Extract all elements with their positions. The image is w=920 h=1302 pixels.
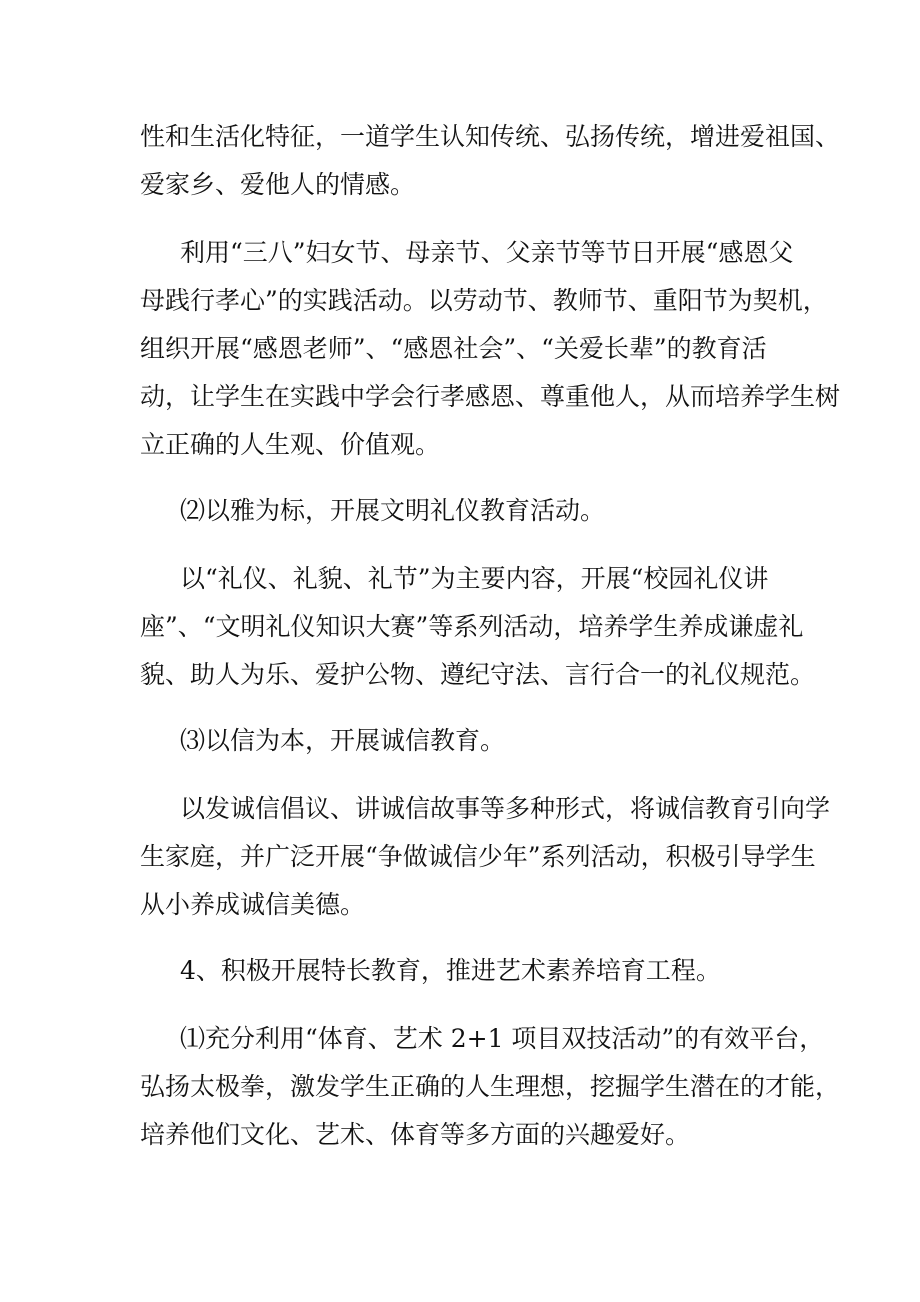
paragraph-line: 动，让学生在实践中学会行孝感恩、尊重他人，从而培养学生树 xyxy=(140,382,841,411)
paragraph-line: 性和生活化特征，一道学生认知传统、弘扬传统，增进爱祖国、 xyxy=(140,122,841,151)
section-heading: ⑵以雅为标，开展文明礼仪教育活动。 xyxy=(180,496,606,525)
paragraph-line: 立正确的人生观、价值观。 xyxy=(140,430,441,459)
paragraph-line: 母践行孝心”的实践活动。以劳动节、教师节、重阳节为契机， xyxy=(140,286,828,315)
paragraph-line: 以“礼仪、礼貌、礼节”为主要内容，开展“校园礼仪讲 xyxy=(180,564,769,593)
paragraph-line: 弘扬太极拳，激发学生正确的人生理想，挖掘学生潜在的才能， xyxy=(140,1072,841,1101)
paragraph-line: 生家庭，并广泛开展“争做诚信少年”系列活动，积极引导学生 xyxy=(140,842,816,871)
paragraph-line: 貌、助人为乐、爱护公物、遵纪守法、言行合一的礼仪规范。 xyxy=(140,660,816,689)
paragraph-line: ⑴充分利用“体育、艺术 2+1 项目双技活动”的有效平台， xyxy=(180,1024,825,1053)
paragraph-line: 培养他们文化、艺术、体育等多方面的兴趣爱好。 xyxy=(140,1120,691,1149)
paragraph-line: 从小养成诚信美德。 xyxy=(140,890,366,919)
paragraph-line: 座”、“文明礼仪知识大赛”等系列活动，培养学生养成谦虚礼 xyxy=(140,612,804,641)
section-heading: 4、积极开展特长教育，推进艺术素养培育工程。 xyxy=(180,956,721,985)
section-heading: ⑶以信为本，开展诚信教育。 xyxy=(180,726,506,755)
paragraph-line: 利用“三八”妇女节、母亲节、父亲节等节日开展“感恩父 xyxy=(180,238,794,267)
paragraph-line: 爱家乡、爱他人的情感。 xyxy=(140,170,416,199)
paragraph-line: 组织开展“感恩老师”、“感恩社会”、“关爱长辈”的教育活 xyxy=(140,334,767,363)
paragraph-line: 以发诚信倡议、讲诚信故事等多种形式，将诚信教育引向学 xyxy=(180,794,831,823)
